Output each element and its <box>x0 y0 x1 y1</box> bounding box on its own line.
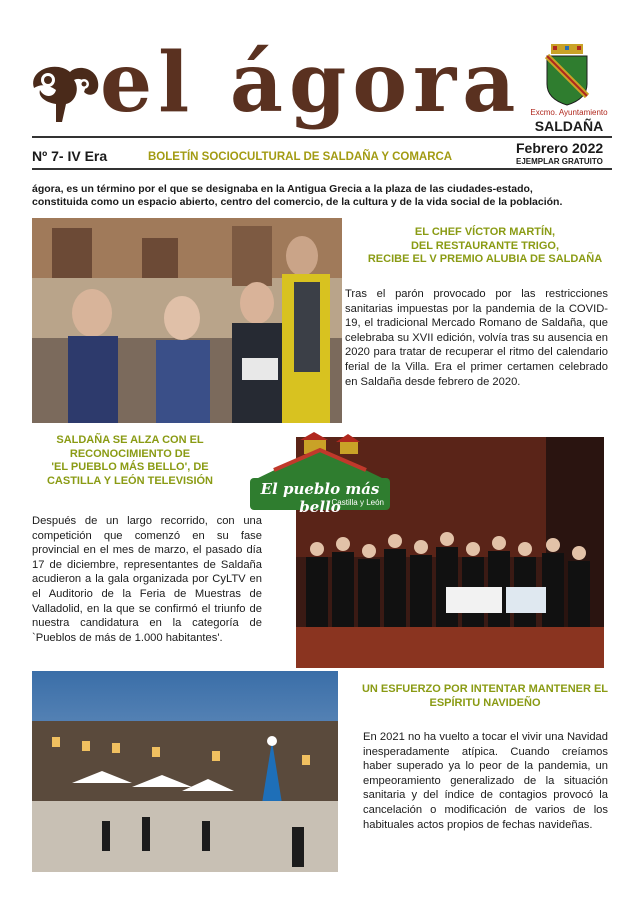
headline-line: EL CHEF VÍCTOR MARTÍN, <box>414 226 556 238</box>
headline-line: RECONOCIMIENTO DE <box>69 447 191 460</box>
headline-line: CASTILLA Y LEÓN TELEVISIÓN <box>46 474 214 487</box>
issue-number: Nº 7- IV Era <box>32 148 108 164</box>
issue-date: Febrero 2022 <box>516 140 604 156</box>
definition-line: ágora, es un término por el que se designaba en la Antigua Grecia a la plaza de las ciudades-estado, <box>32 183 533 195</box>
pueblo-logo-title: El pueblo más bello <box>260 480 380 516</box>
masthead-divider <box>32 168 612 170</box>
crest-town-name: SALDAÑA <box>534 118 604 134</box>
definition-line: constituida como un espacio abierto, centro del comercio, de la cultura y de la vida social de la población. <box>32 196 563 208</box>
pueblo-article-body: Después de un largo recorrido, con una competición que comenzó en su fase provincial en el mes de marzo, el pasado día 17 de diciembre, representantes de Saldaña acudieron a la gala organizada por CyLTV en el Auditorio de la Feria de Muestras de Valladolid, en la que se confirmó el triunfo de nuestra candidatura en la categoría de `Pueblos de más de 1.000 habitantes'. <box>32 515 262 644</box>
agora-definition <box>32 183 622 209</box>
headline-line: ESPÍRITU NAVIDEÑO <box>429 696 541 709</box>
chef-headline <box>350 226 620 267</box>
headline-line: RECIBE EL V PREMIO ALUBIA DE SALDAÑA <box>367 253 603 265</box>
bulletin-title: BOLETÍN SOCIOCULTURAL DE SALDAÑA Y COMARCA <box>148 151 453 163</box>
christmas-square-photo <box>32 671 338 872</box>
masthead-title: el ágora <box>100 35 522 131</box>
chef-award-photo <box>32 218 342 423</box>
free-copy-label: EJEMPLAR GRATUITO <box>516 157 603 166</box>
headline-line: UN ESFUERZO POR INTENTAR MANTENER EL <box>361 683 609 695</box>
pueblo-headline <box>32 434 228 488</box>
pueblo-logo-subtitle: Castilla y León <box>331 498 384 507</box>
town-crest-icon <box>541 44 593 106</box>
pueblo-mas-bello-logo <box>244 430 396 516</box>
christmas-article-body: En 2021 no ha vuelto a tocar el vivir una Navidad inesperadamente atípica. Cuando creíamos haber superado ya lo peor de la pandemia, un empeoramiento generalizado de la situación sanitaria y del índice de contagios provocó la cancelación o modificación de varios de los habituales actos propios de fechas navideñas. <box>363 731 608 831</box>
masthead-divider <box>32 136 612 138</box>
ram-logo-icon <box>26 58 102 128</box>
chef-article-body: Tras el parón provocado por las restricciones sanitarias impuestas por la pandemia de la COVID-19, el tradicional Mercado Romano de Saldaña, que celebraba su XVII edición, volvía tras su ausencia en 2020 para tratar de recuperar el ritmo del calendario ferial de la Villa. Era el primer certamen celebrado en Saldaña desde febrero de 2020. <box>345 288 608 388</box>
crest-caption: Excmo. Ayuntamiento <box>530 108 608 117</box>
christmas-headline <box>350 683 620 710</box>
headline-line: DEL RESTAURANTE TRIGO, <box>410 239 560 252</box>
headline-line: SALDAÑA SE ALZA CON EL <box>56 434 204 446</box>
headline-line: 'EL PUEBLO MÁS BELLO', DE <box>51 461 209 473</box>
